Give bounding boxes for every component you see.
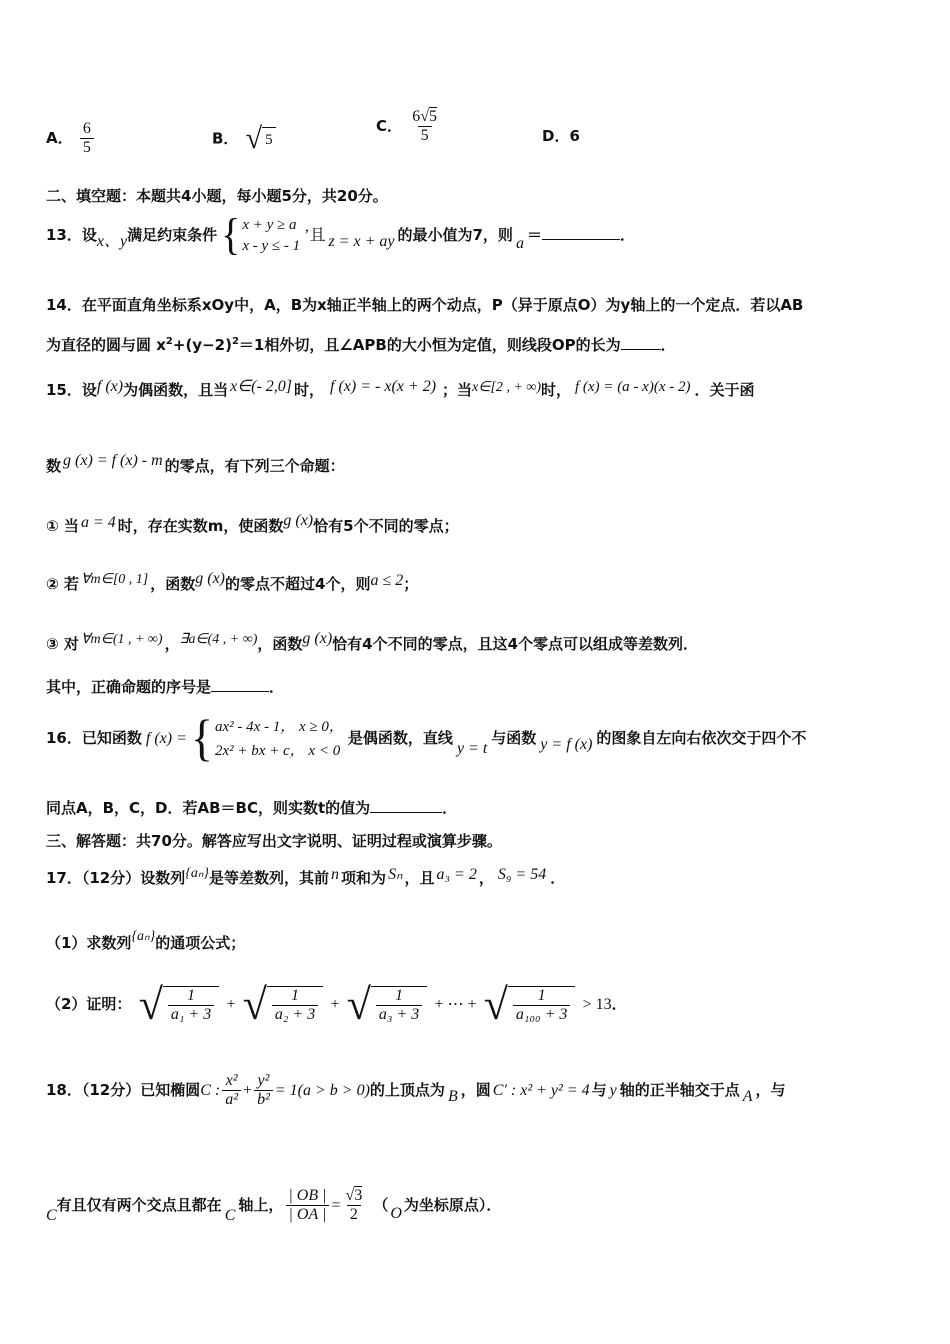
q15-i3g: g (x) bbox=[302, 630, 333, 647]
q17-plus-2: + bbox=[330, 996, 340, 1013]
q15-item-2 bbox=[46, 564, 906, 599]
option-c-coef: 6 bbox=[412, 108, 421, 125]
q15-i1a: ① 当 bbox=[46, 517, 79, 535]
q18-circ: C′ : x² + y² = 4 bbox=[492, 1082, 590, 1099]
option-a-num: 6 bbox=[82, 120, 91, 137]
q16-l2: 同点A，B，C，D．若AB＝BC，则实数t的值为 bbox=[46, 799, 371, 817]
q17-t4: ， bbox=[478, 869, 494, 887]
q17-p1an: {aₙ} bbox=[131, 929, 156, 944]
q13-var-a: a bbox=[515, 235, 524, 252]
q17-dots: + ⋯ + bbox=[434, 996, 477, 1013]
question-15-line1 bbox=[46, 370, 906, 407]
option-b-radicand: 5 bbox=[262, 127, 276, 152]
q15-l2b: 的零点，有下列三个命题： bbox=[164, 457, 345, 475]
q18-C: C : bbox=[200, 1082, 221, 1099]
question-13 bbox=[46, 209, 906, 267]
q17-an: {aₙ} bbox=[185, 866, 210, 881]
q15-i1c: 恰有5个不同的零点； bbox=[313, 517, 459, 535]
section-3-heading: 三、解答题：共70分。解答应写出文字说明、证明过程或演算步骤。 bbox=[46, 832, 502, 850]
q16-t3: 的图象自左向右依次交于四个不 bbox=[596, 729, 807, 747]
radical-icon: √ bbox=[345, 1187, 355, 1204]
section-2-heading: 二、填空题：本题共4小题，每小题5分，共20分。 bbox=[46, 187, 388, 205]
q17-den-3: a₃ + 3 bbox=[376, 1005, 422, 1024]
option-b bbox=[212, 124, 278, 154]
q18-t3: 与 bbox=[591, 1081, 607, 1099]
q15-gdef: g (x) = f (x) - m bbox=[63, 452, 163, 469]
radical-icon: √ bbox=[245, 122, 263, 155]
option-c bbox=[376, 108, 442, 145]
q15-i3m: ∀m∈(1 , + ∞) bbox=[80, 632, 163, 647]
option-a bbox=[46, 120, 96, 157]
q18-b2: b² bbox=[254, 1090, 273, 1109]
option-a-label: A． bbox=[46, 129, 73, 147]
q18-a2: a² bbox=[222, 1090, 241, 1109]
question-18-line2 bbox=[46, 1176, 906, 1245]
q18-l2d: 为坐标原点）． bbox=[403, 1196, 502, 1214]
question-16-line2 bbox=[46, 796, 906, 820]
radical-icon: √ bbox=[346, 979, 371, 1029]
q13-expr: z = x + ay bbox=[328, 233, 395, 250]
option-c-radicand: 5 bbox=[429, 108, 438, 125]
q17-den-100: a₁₀₀ + 3 bbox=[513, 1005, 570, 1024]
q17-p1b: 的通项公式； bbox=[155, 934, 246, 952]
radical-icon: √ bbox=[242, 979, 267, 1029]
q15-answer-blank bbox=[211, 691, 269, 692]
q18-y2: y² bbox=[257, 1072, 270, 1089]
q13-row2: x - y ≤ - 1 bbox=[242, 237, 301, 254]
q18-t5: ，与 bbox=[755, 1081, 786, 1099]
q17-num-2: 1 bbox=[291, 986, 300, 1004]
q17-p2: （2）证明： bbox=[46, 995, 132, 1013]
q18-B: B bbox=[447, 1088, 458, 1105]
q18-y: y bbox=[609, 1082, 617, 1099]
q17-p1a: （1）求数列 bbox=[46, 934, 132, 952]
q17-den-1: a₁ + 3 bbox=[168, 1005, 214, 1024]
q18-t2: ，圆 bbox=[460, 1081, 491, 1099]
q18-l2C2: C bbox=[224, 1207, 236, 1224]
q17-sqrt-2 bbox=[242, 979, 324, 1029]
q15-t3: ；当 bbox=[442, 381, 473, 399]
q14-line2a: 为直径的圆与圆 x bbox=[46, 336, 166, 354]
q14-end: ． bbox=[660, 336, 676, 354]
q17-sqrt-100 bbox=[483, 979, 576, 1029]
q13-text2: ’且 bbox=[304, 227, 326, 244]
q15-i3c: ，函数 bbox=[257, 635, 303, 653]
q17-end2: ． bbox=[611, 995, 627, 1013]
q18-l2c: （ bbox=[373, 1196, 389, 1214]
option-c-num bbox=[409, 108, 440, 126]
q18-x2: x² bbox=[225, 1072, 238, 1089]
q18-plus: + bbox=[243, 1082, 253, 1099]
q16-t2: 与函数 bbox=[491, 729, 537, 747]
q13-text1: 满足约束条件 bbox=[127, 226, 218, 244]
q17-s9: S₉ = 54 bbox=[497, 866, 547, 883]
q16-row1: ax² - 4x - 1， x ≥ 0， bbox=[214, 718, 344, 735]
q17-num-100: 1 bbox=[537, 986, 546, 1004]
q18-l2a: 有且仅有两个交点且都在 bbox=[56, 1196, 222, 1214]
q15-i2b: ，函数 bbox=[150, 575, 196, 593]
q15-i2d: ； bbox=[403, 575, 419, 593]
q18-prefix: 18．（12分）已知椭圆 bbox=[46, 1081, 201, 1099]
q18-oa: | OA | bbox=[286, 1205, 330, 1224]
q16-yf: y = f (x) bbox=[540, 736, 593, 753]
q15-l2a: 数 bbox=[46, 457, 62, 475]
q15-t2: 时， bbox=[294, 381, 325, 399]
question-17-part2 bbox=[46, 976, 906, 1033]
q15-i3m2: ∃a∈(4 , + ∞) bbox=[179, 632, 258, 647]
option-d bbox=[542, 124, 580, 148]
q15-prefix: 15．设 bbox=[46, 381, 97, 399]
q17-sn: Sₙ bbox=[388, 866, 403, 883]
q15-item-1 bbox=[46, 506, 906, 541]
q15-conclusion bbox=[46, 675, 906, 699]
question-18-line1 bbox=[46, 1062, 906, 1125]
q18-t4: 轴的正半轴交于点 bbox=[619, 1081, 740, 1099]
question-16-line1 bbox=[46, 710, 906, 777]
q17-t2: 项和为 bbox=[341, 869, 387, 887]
q17-n: n bbox=[331, 866, 340, 883]
radical-icon: √ bbox=[420, 108, 430, 125]
q16-piecewise bbox=[190, 708, 344, 765]
q18-A: A bbox=[742, 1088, 753, 1105]
q14-answer-blank bbox=[621, 349, 661, 350]
q13-row1: x + y ≥ a bbox=[242, 216, 297, 233]
option-c-label: C． bbox=[376, 117, 403, 135]
q14-sup2: 2 bbox=[231, 336, 239, 347]
q15-i2c: 的零点不超过4个，则 bbox=[225, 575, 371, 593]
q15-i2a: ② 若 bbox=[46, 575, 79, 593]
q17-t1: 是等差数列，其前 bbox=[209, 869, 330, 887]
q16-end: ． bbox=[442, 799, 458, 817]
q13-constraint-system bbox=[221, 209, 301, 259]
q15-def2: f (x) = (a - x)(x - 2) bbox=[575, 379, 691, 395]
q17-den-2: a₂ + 3 bbox=[272, 1005, 318, 1024]
q16-row2: 2x² + bx + c， x < 0 bbox=[214, 742, 341, 759]
q15-i3a: ③ 对 bbox=[46, 635, 79, 653]
q15-i1m: a = 4 bbox=[80, 514, 116, 531]
question-14-line1: 14．在平面直角坐标系xOy中，A，B为x轴正半轴上的两个动点，P（异于原点O）为y轴上的一个定点．若以AB bbox=[46, 296, 804, 314]
q18-t1: 的上顶点为 bbox=[369, 1081, 445, 1099]
q15-t5: ．关于函 bbox=[694, 381, 755, 399]
q17-num-3: 1 bbox=[395, 986, 404, 1004]
q16-fx: f (x) = bbox=[145, 730, 187, 747]
brace-icon: { bbox=[190, 708, 213, 765]
q18-O: O bbox=[390, 1205, 402, 1222]
q15-i3b: ， bbox=[164, 635, 180, 653]
q13-text3: 的最小值为7，则 bbox=[397, 226, 513, 244]
q15-i2m2: a ≤ 2 bbox=[370, 572, 404, 589]
q13-prefix: 13．设 bbox=[46, 226, 97, 244]
q14-line2c: +(y−2) bbox=[172, 336, 232, 354]
q17-t3: ，且 bbox=[404, 869, 435, 887]
q15-i2g: g (x) bbox=[195, 570, 225, 587]
q18-l2C: C bbox=[46, 1207, 57, 1224]
q17-end: ． bbox=[550, 869, 566, 887]
q18-sqrt3-frac bbox=[343, 1187, 366, 1224]
q15-item-3 bbox=[46, 624, 906, 659]
q18-eqs: = bbox=[331, 1197, 341, 1214]
q15-cond1: x∈(- 2,0] bbox=[230, 378, 293, 395]
q13-answer-blank bbox=[542, 239, 620, 240]
radical-icon: √ bbox=[138, 979, 163, 1029]
question-17-part1 bbox=[46, 920, 906, 960]
q13-vars: x、y bbox=[96, 233, 128, 250]
q15-conclusion-end: ． bbox=[269, 678, 285, 696]
q14-line2e: ＝1相外切，且∠APB的大小恒为定值，则线段OP的长为 bbox=[238, 336, 621, 354]
q18-eq: = 1(a > b > 0) bbox=[274, 1082, 370, 1099]
option-b-sqrt bbox=[246, 124, 276, 154]
option-b-label: B． bbox=[212, 129, 239, 148]
q16-line: y = t bbox=[456, 740, 488, 757]
q18-ratio bbox=[285, 1187, 329, 1224]
question-17 bbox=[46, 856, 906, 896]
option-a-fraction bbox=[80, 120, 94, 157]
q15-i2m: ∀m∈[0 , 1] bbox=[80, 572, 149, 587]
option-c-fraction bbox=[409, 108, 440, 145]
q18-two: 2 bbox=[347, 1205, 361, 1224]
q15-fx: f (x) bbox=[96, 378, 124, 395]
q18-frac-y bbox=[254, 1072, 273, 1109]
q17-sqrt-1 bbox=[138, 979, 220, 1029]
brace-icon: { bbox=[221, 209, 241, 259]
q15-cond2: x∈[2 , + ∞) bbox=[472, 380, 541, 395]
option-d-label: D．6 bbox=[542, 127, 580, 145]
q15-conclusion-text: 其中，正确命题的序号是 bbox=[46, 678, 212, 696]
q13-text4: ＝ bbox=[526, 226, 542, 244]
q15-i1g: g (x) bbox=[283, 512, 314, 529]
q17-a3: a₃ = 2 bbox=[436, 866, 477, 883]
q16-t1: 是偶函数，直线 bbox=[347, 729, 453, 747]
q15-t1: 为偶函数，且当 bbox=[123, 381, 229, 399]
q15-i1b: 时，存在实数m，使函数 bbox=[117, 517, 284, 535]
q16-answer-blank bbox=[370, 812, 442, 813]
option-c-den: 5 bbox=[418, 126, 432, 145]
q18-r3: 3 bbox=[354, 1187, 363, 1204]
q14-sup1: 2 bbox=[165, 336, 173, 347]
q18-frac-x bbox=[222, 1072, 241, 1109]
q18-l2b: 轴上， bbox=[238, 1196, 284, 1214]
q17-prefix: 17．（12分）设数列 bbox=[46, 869, 186, 887]
question-14-line2 bbox=[46, 330, 906, 357]
option-a-den: 5 bbox=[80, 138, 94, 157]
q15-def1: f (x) = - x(x + 2) bbox=[330, 378, 437, 395]
question-15-line2 bbox=[46, 446, 906, 481]
q16-prefix: 16．已知函数 bbox=[46, 729, 142, 747]
q17-gt: > 13 bbox=[582, 996, 612, 1013]
radical-icon: √ bbox=[483, 979, 508, 1029]
q17-plus-1: + bbox=[226, 996, 236, 1013]
q18-ob: | OB | bbox=[288, 1187, 327, 1204]
q13-end: ． bbox=[619, 226, 635, 244]
q17-sqrt-3 bbox=[346, 979, 428, 1029]
q15-i3d: 恰有4个不同的零点，且这4个零点可以组成等差数列． bbox=[332, 635, 699, 653]
q17-num-1: 1 bbox=[187, 986, 196, 1004]
q15-t4: 时， bbox=[540, 381, 571, 399]
